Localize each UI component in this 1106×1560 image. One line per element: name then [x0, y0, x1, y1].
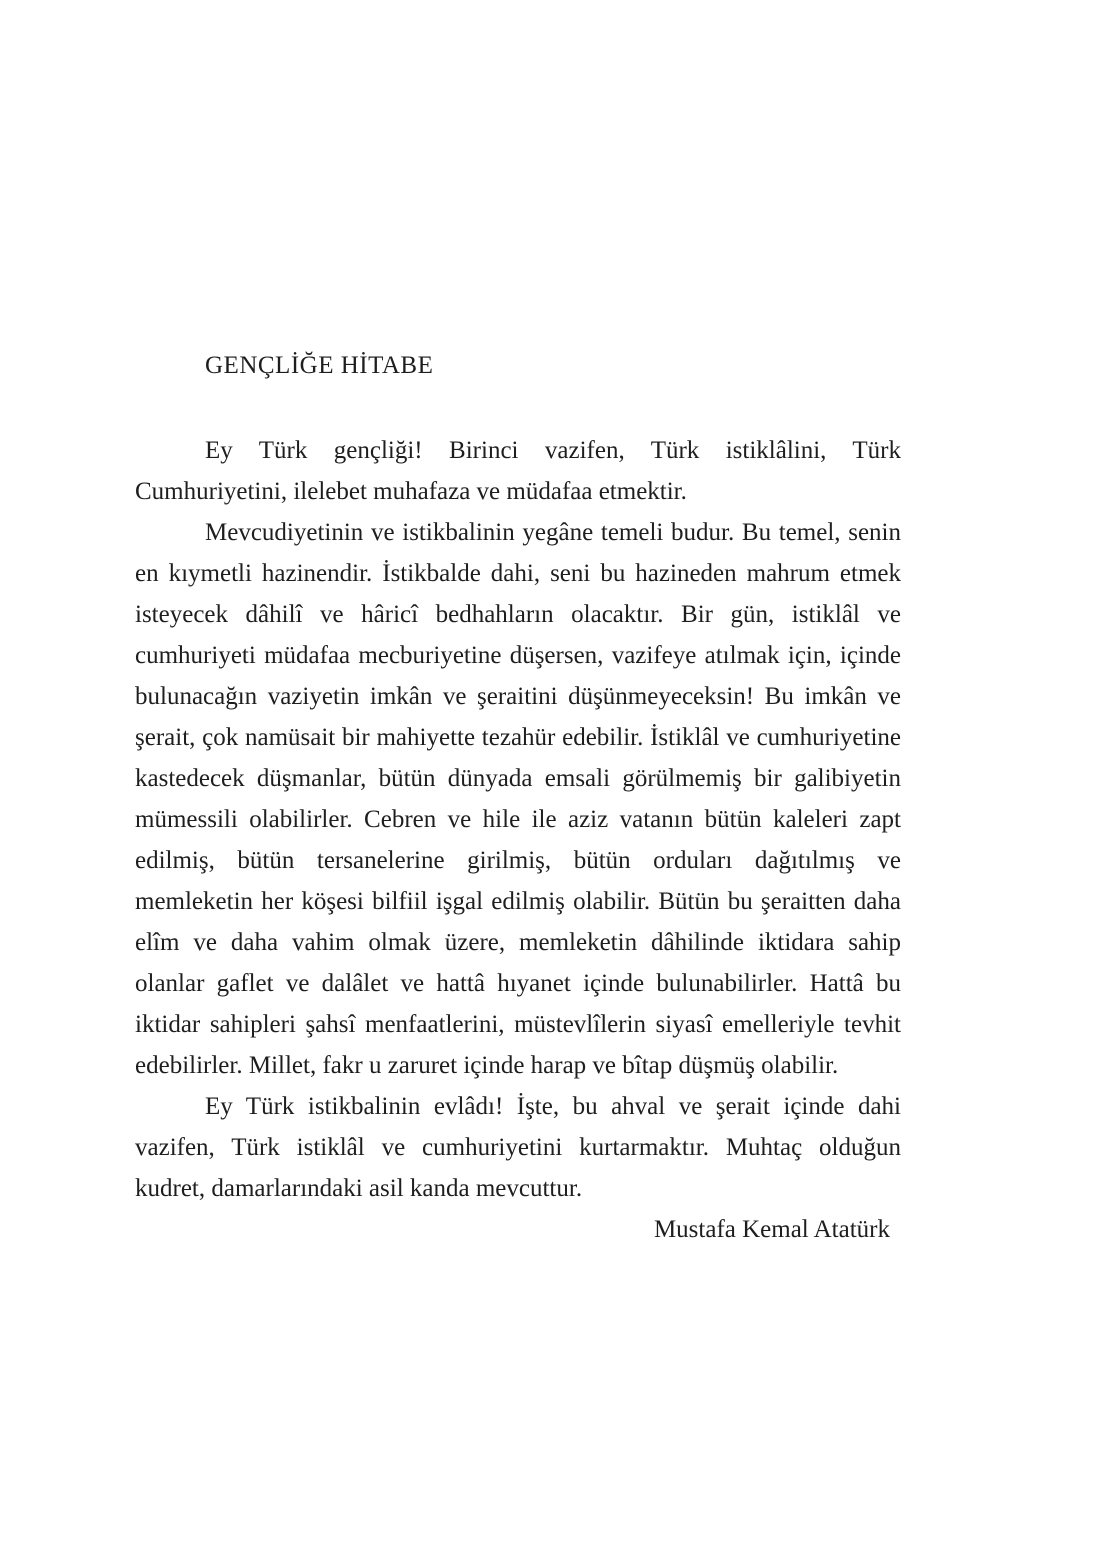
author-signature: Mustafa Kemal Atatürk [653, 1216, 890, 1243]
document-content [135, 345, 901, 1250]
paragraph-closing: Ey Türk istikbalinin evlâdı! İşte, bu ahval ve şerait içinde dahi vazifen, Türk istiklâl ve cumhuriyetini kurtarmaktır. Muhtaç olduğun kudret, damarlarındaki asil kanda mevcuttur. [135, 1093, 901, 1202]
document-title: GENÇLİĞE HİTABE [205, 352, 434, 379]
paragraph-body: Mevcudiyetinin ve istikbalinin yegâne temeli budur. Bu temel, senin en kıymetli hazinendir. İstikbalde dahi, seni bu hazineden mahrum etmek isteyecek dâhilî ve hâricî bedhahların olacaktır. Bir gün, istiklâl ve cumhuriyeti müdafaa mecburiyetine düşersen, vazifeye atılmak için, içinde bulunacağın vaziyetin imkân ve şeraitini düşünmeyeceksin! Bu imkân ve şerait, çok namüsait bir mahiyette tezahür edebilir. İstiklâl ve cumhuriyetine kastedecek düşmanlar, bütün dünyada emsali görülmemiş bir galibiyetin mümessili olabilirler. Cebren ve hile ile aziz vatanın bütün kaleleri zapt edilmiş, bütün tersanelerine girilmiş, bütün orduları dağıtılmış ve memleketin her köşesi bilfiil işgal edilmiş olabilir. Bütün bu şeraitten daha elîm ve daha vahim olmak üzere, memleketin dâhilinde iktidara sahip olanlar gaflet ve dalâlet ve hattâ hıyanet içinde bulunabilirler. Hattâ bu iktidar sahipleri şahsî menfaatlerini, müstevlîlerin siyasî emelleriyle tevhit edebilirler. Millet, fakr u zaruret içinde harap ve bîtap düşmüş olabilir. [135, 519, 901, 1079]
paragraph-opening: Ey Türk gençliği! Birinci vazifen, Türk istiklâlini, Türk Cumhuriyetini, ilelebet muhafaza ve müdafaa etmektir. [135, 437, 901, 505]
